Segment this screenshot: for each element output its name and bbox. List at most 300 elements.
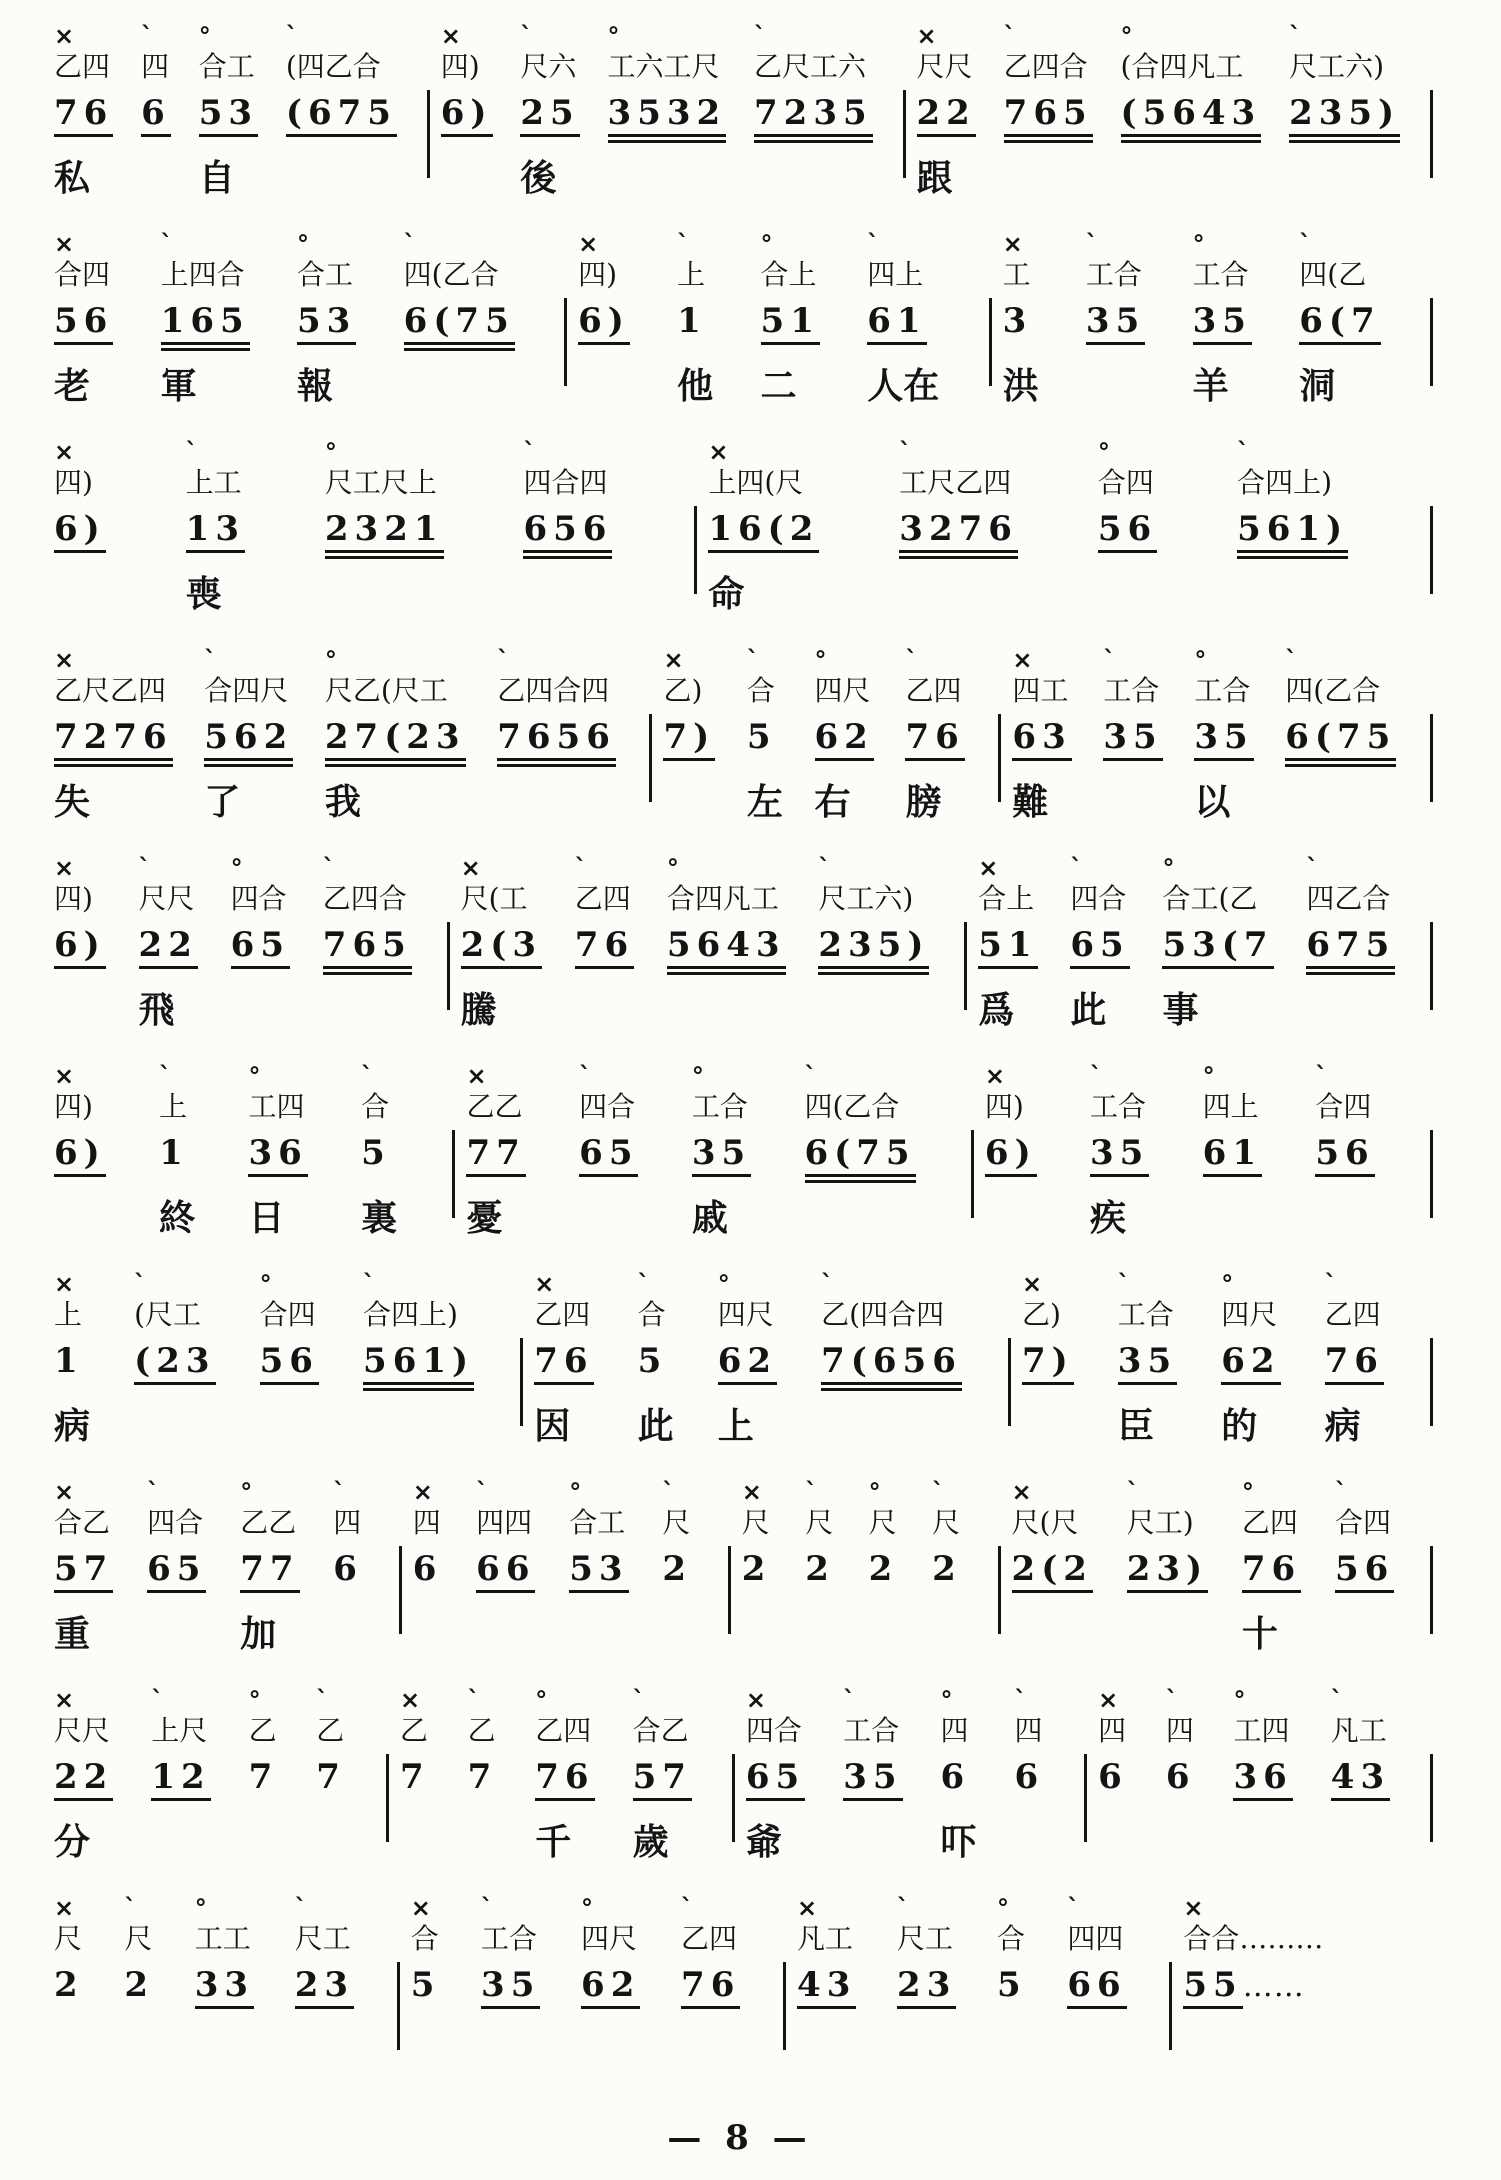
jianpu-notation: 6) [441,94,493,137]
beat-mark: ˋ [1324,1270,1337,1298]
jianpu-notation: 6 [940,1757,971,1797]
beat-group [1199,1064,1312,1242]
jianpu-notation: 12 [151,1758,210,1801]
beat-mark: ˋ [843,1686,856,1714]
beat-mark: × [978,854,999,882]
gongche-notation: 工合 [691,1090,748,1123]
jianpu-cell [1067,1958,1159,2014]
row-line [50,1688,1440,1866]
beat-mark: ° [569,1478,582,1506]
jianpu-cell [917,86,996,142]
beat-group [1162,1688,1230,1866]
gongche-notation: (尺工 [134,1298,202,1331]
gongche-notation: 乙 [467,1714,496,1747]
beat-group [1302,856,1424,1034]
jianpu-notation: 6 [1165,1757,1196,1797]
beat-mark: ° [198,22,211,50]
beat-mark: ° [1241,1478,1254,1506]
jianpu-notation: 7235 [754,94,873,143]
bar-line [380,1688,396,1866]
beat-mark: × [1002,230,1023,258]
lyric-text [1233,1818,1322,1866]
beat-mark: ˋ [681,1894,694,1922]
beat-mark: ° [1097,438,1110,466]
jianpu-cell [54,918,131,974]
beat-mark: × [534,1270,555,1298]
beat-mark: ° [1194,646,1207,674]
gongche-notation: 四合 [745,1714,802,1747]
beat-group [1123,1480,1238,1658]
jianpu-cell [476,1542,561,1598]
gongche-notation: 尺(工 [460,882,528,915]
jianpu-notation: 235) [818,926,929,975]
lyric-text: 騰 [460,989,497,1031]
gongche-notation: 四合四 [523,466,608,499]
jianpu-notation: 7 [399,1757,430,1797]
beat-group [993,1896,1063,2074]
beat-group [1189,232,1296,410]
beat-group [282,24,421,202]
bar-line [983,232,999,410]
lyric-text [681,2026,773,2074]
beat-mark: ˋ [662,1478,675,1506]
beat-group [793,1896,893,2074]
gongche-notation: 合四 [259,1298,316,1331]
beat-mark: ˋ [1285,646,1298,674]
gongche-notation: 四四 [1067,1922,1124,1955]
gongche-notation: 四上 [867,258,924,291]
lyric-text [997,2026,1059,2074]
jianpu-cell [286,86,417,142]
bar-line [1424,440,1440,618]
gongche-notation: 合乙 [632,1714,689,1747]
beat-mark: ˋ [1315,1062,1328,1090]
beat-group [673,232,756,410]
lyric-text [1289,154,1420,202]
jianpu-notation: 65 [746,1758,805,1801]
jianpu-notation: 35 [1103,718,1162,761]
lyric-text [1203,1194,1308,1242]
gongche-notation: 四 [333,1506,362,1539]
jianpu-cell [147,1542,232,1598]
gongche-notation: 尺工六) [1289,50,1384,83]
score-row-8 [50,1480,1440,1688]
beat-mark: ° [691,1062,704,1090]
gongche-notation: 四合 [230,882,287,915]
beat-group [1094,1688,1162,1866]
jianpu-notation: 6) [54,510,106,553]
beat-group [477,1896,577,2074]
gongche-notation: 乙四 [574,882,631,915]
beat-mark: × [1098,1686,1119,1714]
gongche-notation: 合四上) [1237,466,1333,499]
beat-group [472,1480,565,1658]
lyric-text [363,1402,510,1450]
lyric-text: 我 [324,781,361,823]
jianpu-notation: (23 [134,1342,215,1385]
gongche-notation: 合四 [1334,1506,1391,1539]
jianpu-cell [249,1750,309,1806]
bar-line [1424,648,1440,826]
lyric-text [134,1402,252,1450]
beat-group [1018,1272,1114,1450]
jianpu-notation: 56 [260,1342,319,1385]
jianpu-notation: 53 [199,94,258,137]
beat-mark: ˋ [905,646,918,674]
jianpu-notation: 35 [1090,1134,1149,1177]
jianpu-notation: 6) [54,926,106,969]
jianpu-cell [124,1958,186,2014]
lyric-text [54,1194,151,1242]
beat-group [1008,648,1099,826]
beat-group [893,1896,993,2074]
bar-line [1424,1688,1440,1866]
jianpu-notation: 25 [520,94,579,137]
jianpu-notation: 66 [476,1550,535,1593]
jianpu-notation: 656 [523,510,612,559]
jianpu-notation: 3 [1002,301,1033,341]
jianpu-notation: 51 [978,926,1037,969]
gongche-notation: 四 [940,1714,969,1747]
gongche-notation: 工合 [1194,674,1251,707]
lyric-text [579,1194,684,1242]
lyric-text [1098,1818,1158,1866]
jianpu-cell [260,1334,355,1390]
beat-mark: ˋ [467,1686,480,1714]
row-line [50,648,1440,826]
beat-mark: ° [194,1894,207,1922]
jianpu-notation: 2(3 [461,926,542,969]
jianpu-notation: 765 [323,926,412,975]
bar-line [446,1064,462,1242]
beat-mark: ˋ [1165,1686,1178,1714]
beat-mark: ˋ [363,1270,376,1298]
beat-mark: ˋ [1003,22,1016,50]
gongche-notation: 尺六 [520,50,577,83]
beat-mark: ˋ [481,1894,494,1922]
lyric-text [523,570,684,618]
beat-mark: ° [717,1270,730,1298]
gongche-notation: 工尺乙四 [899,466,1012,499]
bar-line [965,1064,981,1242]
jianpu-notation: 6(75 [404,302,515,351]
jianpu-notation: 23 [295,1966,354,2009]
beat-group [634,1272,714,1450]
gongche-notation: 四(乙合 [403,258,499,291]
gongche-notation: 合四上) [363,1298,458,1331]
jianpu-notation: 55 [1183,1966,1242,2009]
lyric-text: 洪 [1002,365,1039,407]
beat-group [1082,232,1189,410]
gongche-notation: 乙四合 [1003,50,1088,83]
jianpu-notation: 3276 [899,510,1018,559]
jianpu-notation: 56 [1335,1550,1394,1593]
jianpu-notation: 561) [1237,510,1348,559]
lyric-text [818,986,954,1034]
beat-mark: ° [997,1894,1010,1922]
jianpu-notation: 3532 [608,94,727,143]
jianpu-cell [1166,1750,1226,1806]
lyric-text [1086,362,1185,410]
gongche-notation: 四 [141,50,170,83]
beat-mark: × [578,230,599,258]
gongche-notation: 合合……… [1183,1922,1324,1955]
beat-group [863,232,982,410]
lyric-text [54,986,131,1034]
beat-mark: ˋ [1103,646,1116,674]
gongche-notation: 四(乙 [1299,258,1367,291]
lyric-text [476,1610,561,1658]
beat-group [575,1064,688,1242]
gongche-notation: 四) [440,50,480,83]
gongche-notation: 上尺 [151,1714,208,1747]
jianpu-notation: 36 [1233,1758,1292,1801]
jianpu-cell [746,1750,835,1806]
lyric-text [1127,1610,1234,1658]
lyric-text: 終 [159,1197,196,1239]
beat-mark: × [54,646,75,674]
score-row-5 [50,856,1440,1064]
lyric-text [1121,154,1282,202]
lyric-text [286,154,417,202]
lyric-text [249,1818,309,1866]
beat-group [865,1480,928,1658]
lyric-text [295,2026,387,2074]
bar-line [992,648,1008,826]
jianpu-cell [134,1334,252,1390]
jianpu-notation: 7) [663,718,715,761]
lyric-text: 疾 [1090,1197,1127,1239]
beat-group [928,1480,991,1658]
beat-mark: ° [581,1894,594,1922]
beat-mark: ˋ [1014,1686,1027,1714]
jianpu-notation: 76 [1325,1342,1384,1385]
jianpu-cell [1289,86,1420,142]
beat-mark: × [797,1894,818,1922]
beat-group [743,648,811,826]
beat-mark: × [663,646,684,674]
jianpu-cell [1118,1334,1213,1390]
jianpu-cell [1194,710,1277,766]
beat-group [714,1272,817,1450]
beat-group [981,1064,1086,1242]
beat-group [658,1480,721,1658]
beat-group [1233,440,1424,618]
jianpu-cell [867,294,978,350]
jianpu-cell [663,710,738,766]
jianpu-cell [818,918,954,974]
beat-group [574,232,673,410]
jianpu-cell [897,1958,989,2014]
beat-mark: ° [666,854,679,882]
beat-group [147,1688,244,1866]
gongche-notation: 尺尺 [138,882,195,915]
gongche-notation: 尺尺 [916,50,973,83]
beat-group [1011,1688,1079,1866]
jianpu-cell [761,294,860,350]
jianpu-notation: 2 [124,1965,155,2005]
jianpu-notation: 23 [897,1966,956,2009]
jianpu-cell [1285,710,1420,766]
jianpu-notation: 56 [54,302,113,345]
jianpu-notation: 1 [677,301,707,341]
beat-group [50,1480,143,1658]
lyric-text: 人在 [867,365,940,407]
lyric-text [742,1610,797,1658]
gongche-notation: 乙四 [1324,1298,1381,1331]
beat-group [135,856,227,1034]
jianpu-cell [1022,1334,1110,1390]
bar-line [1424,1480,1440,1658]
beat-group [256,1272,359,1450]
lyric-text [1015,1818,1075,1866]
beat-group [493,648,643,826]
jianpu-notation: 57 [633,1758,692,1801]
jianpu-notation: 2 [54,1965,84,2005]
jianpu-cell [361,1126,442,1182]
beat-group [182,440,321,618]
beat-group [319,856,441,1034]
jianpu-cell [54,1958,116,2014]
beat-mark: ˋ [322,854,335,882]
beat-group [913,24,1000,202]
jianpu-notation: 6) [54,1134,106,1177]
lyric-text: 飛 [138,989,175,1031]
beat-group [1063,1896,1163,2074]
jianpu-notation: (675 [286,94,397,137]
jianpu-cell [54,1126,151,1182]
beat-mark: ° [940,1686,953,1714]
lyric-text [932,1610,987,1658]
beat-group [157,232,293,410]
jianpu-notation: 62 [581,1966,640,2009]
jianpu-cell [151,1750,240,1806]
lyric-text: 日 [248,1197,285,1239]
jianpu-cell [231,918,315,974]
gongche-notation: 四) [54,882,93,915]
jianpu-cell [1086,294,1185,350]
beat-group [130,1272,256,1450]
beat-group [50,648,200,826]
jianpu-cell [316,1750,376,1806]
jianpu-cell [404,294,554,350]
jianpu-cell [481,1958,573,2014]
lyric-text [805,1610,860,1658]
lyric-text [413,1610,468,1658]
beat-mark: ˋ [185,438,198,466]
jianpu-cell [575,918,659,974]
gongche-notation: 四尺 [581,1922,638,1955]
jianpu-cell [805,1542,860,1598]
bar-line [1424,856,1440,1034]
jianpu-notation: 76 [905,718,964,761]
jianpu-cell [633,1750,722,1806]
gongche-notation: 上 [54,1298,83,1331]
beat-group [357,1064,446,1242]
beat-mark: ˋ [403,230,416,258]
beat-mark: ˋ [754,22,767,50]
lyric-text [985,1194,1082,1242]
gongche-notation: 四) [54,1090,93,1123]
beat-group [629,1688,726,1866]
gongche-notation: 合乙 [54,1506,111,1539]
beat-mark: × [741,1478,762,1506]
beat-group [245,1688,313,1866]
gongche-notation: 四尺 [1221,1298,1278,1331]
beat-group [999,232,1082,410]
beat-group [409,1480,472,1658]
beat-mark: × [399,1686,421,1714]
bar-line [1424,232,1440,410]
beat-mark: × [54,438,75,466]
lyric-text [1103,778,1186,826]
jianpu-notation: 235) [1289,94,1400,143]
beat-mark: × [984,1062,1006,1090]
lyric-text: 爺 [745,1821,782,1863]
lyric-text [575,986,659,1034]
jianpu-notation: 22 [54,1758,113,1801]
beat-group [974,856,1066,1034]
bar-line [1424,1064,1440,1242]
jianpu-notation: 22 [139,926,198,969]
jianpu-cell [1233,1750,1322,1806]
jianpu-cell [978,918,1062,974]
jianpu-cell [797,1958,889,2014]
lyric-text [54,2026,116,2074]
beat-mark: ˋ [159,1062,172,1090]
jianpu-cell [411,1958,473,2014]
beat-mark: ˋ [138,854,151,882]
lyric-text: 歲 [632,1821,669,1863]
jianpu-cell [608,86,746,142]
jianpu-notation: 27(23 [325,718,466,767]
gongche-notation: 上四(尺 [708,466,804,499]
jianpu-notation: 76 [54,94,113,137]
beat-group [1158,856,1302,1034]
lyric-text: 膀 [905,781,942,823]
beat-group [1086,1064,1199,1242]
jianpu-notation: 2321 [325,510,444,559]
gongche-notation: 上 [677,258,706,291]
lyric-text: 右 [814,781,851,823]
jianpu-cell [1221,1334,1316,1390]
jianpu-notation: 62 [718,1342,777,1385]
beat-group [742,1688,839,1866]
beat-group [195,24,282,202]
lyric-text [897,2026,989,2074]
beat-group [50,1064,155,1242]
jianpu-notation: 2(2 [1012,1550,1093,1593]
beat-mark: × [410,1894,431,1922]
lyric-text [481,2026,573,2074]
beat-mark: ° [230,854,243,882]
jianpu-cell [941,1750,1007,1806]
gongche-notation: 尺 [741,1506,770,1539]
jianpu-notation: 51 [761,302,820,345]
jianpu-cell [708,502,891,558]
beat-group [801,1480,864,1658]
jianpu-cell [1012,1542,1119,1598]
jianpu-cell [159,1126,240,1182]
gongche-notation: 工合 [481,1922,538,1955]
row-line [50,24,1440,202]
gongche-notation: 尺 [124,1922,153,1955]
lyric-text: 以 [1194,781,1231,823]
bar-line [777,1896,793,2074]
lyric-text [1183,2026,1356,2074]
beat-mark: × [54,1062,75,1090]
lyric-text: 私 [54,157,91,199]
